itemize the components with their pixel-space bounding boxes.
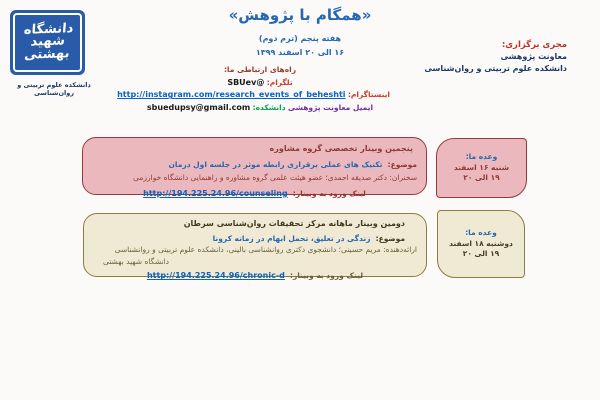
logo-frame	[13, 13, 82, 72]
email-address: sbuedupsy@gmail.com	[146, 102, 251, 112]
webinar2-link-line	[93, 267, 417, 282]
telegram-line	[130, 77, 390, 90]
logo-seal	[10, 10, 85, 75]
webinar2-topic-line	[93, 230, 417, 245]
schedule2-label: وعده ما:	[465, 228, 497, 238]
webinar2-link[interactable]: http://194.225.24.96/chronic-d	[146, 271, 285, 281]
webinar1-link-label: لینک ورود به وبینار:	[292, 189, 366, 198]
instagram-line	[117, 89, 390, 102]
schedule1-time: ۱۹ الی ۲۰	[463, 173, 500, 183]
instagram-link[interactable]: http://instagram.com/research_events_of_beheshti	[117, 90, 346, 100]
schedule1-date: شنبه ۱۶ اسفند	[453, 162, 510, 172]
logo-caption: دانشکده علوم تربیتی و روان‌شناسی	[17, 81, 91, 97]
email-label-secondary: دانشکده:	[252, 102, 286, 112]
webinar1-link-line	[92, 184, 417, 200]
organizer-line1: معاونت پژوهشی	[500, 52, 567, 61]
telegram-handle: @SBUev	[227, 77, 265, 87]
logo-calligraphy-icon	[21, 23, 73, 62]
webinar2-topic: زندگی در تعلیق، تحمل ابهام در زمانه کرونا	[212, 233, 371, 243]
schedule1-label: وعده ما:	[465, 152, 498, 162]
logo-word: بهشتی	[23, 45, 70, 63]
webinar1-speaker: سخنران: دکتر صدیقه احمدی؛ عضو هیئت علمی گروه مشاوره و راهنمایی دانشگاه خوارزمی	[133, 173, 417, 182]
logo-word: شهید	[29, 33, 66, 50]
organizer-block	[424, 39, 567, 75]
webinar1-title: پنجمین وبینار تخصصی گروه مشاوره	[269, 144, 413, 153]
webinar1-topic-label: موضوع:	[387, 160, 417, 169]
logo-word: دانشگاه	[23, 21, 74, 38]
webinar2-topic-label: موضوع:	[375, 233, 405, 243]
organizer-label: مجری برگزاری:	[501, 40, 567, 50]
schedule2-time: ۱۹ الی ۲۰	[462, 249, 500, 259]
webinar2-schedule-chip	[437, 210, 525, 278]
contact-block	[117, 64, 390, 114]
webinar1-topic: تکنیک های عملی برقراری رابطه موثر در جلسه اول درمان	[168, 160, 383, 169]
contact-header: راه‌های ارتباطی ما:	[223, 65, 297, 74]
webinar1-schedule-chip	[436, 138, 527, 198]
instagram-label: اینستاگرام:	[347, 90, 390, 100]
week-subtitle: هفته پنجم (ترم دوم)	[258, 34, 342, 43]
schedule2-date: دوشنبه ۱۸ اسفند	[449, 238, 513, 248]
webinar2-link-label: لینک ورود به وبینار:	[289, 271, 364, 281]
organizer-line2: دانشکده علوم تربیتی و روان‌شناسی	[424, 64, 567, 73]
webinar1-topic-line	[92, 155, 417, 171]
webinar1-card	[82, 137, 427, 198]
webinar1-link[interactable]: http://194.225.24.96/counseling	[143, 189, 288, 198]
page-title: «همگام با پژوهش»	[228, 6, 372, 24]
webinar2-presenter: ارائه‌دهنده: مریم حسینی؛ دانشجوی دکتری روانشناسی بالینی، دانشکده علوم تربیتی و روانشناسی	[114, 245, 417, 255]
webinar2-card	[83, 213, 427, 281]
date-range-subtitle: ۱۶ الی ۲۰ اسفند ۱۳۹۹	[255, 48, 345, 57]
email-label-primary: ایمیل معاونت پژوهشی	[288, 102, 374, 112]
webinar2-title: دومین وبینار ماهانه مرکز تحقیقات روان‌شناسی سرطان	[183, 219, 405, 228]
telegram-label: تلگرام:	[266, 77, 293, 87]
webinar2-presenter-org: دانشگاه شهید بهشتی	[103, 256, 170, 266]
email-line	[130, 102, 390, 115]
